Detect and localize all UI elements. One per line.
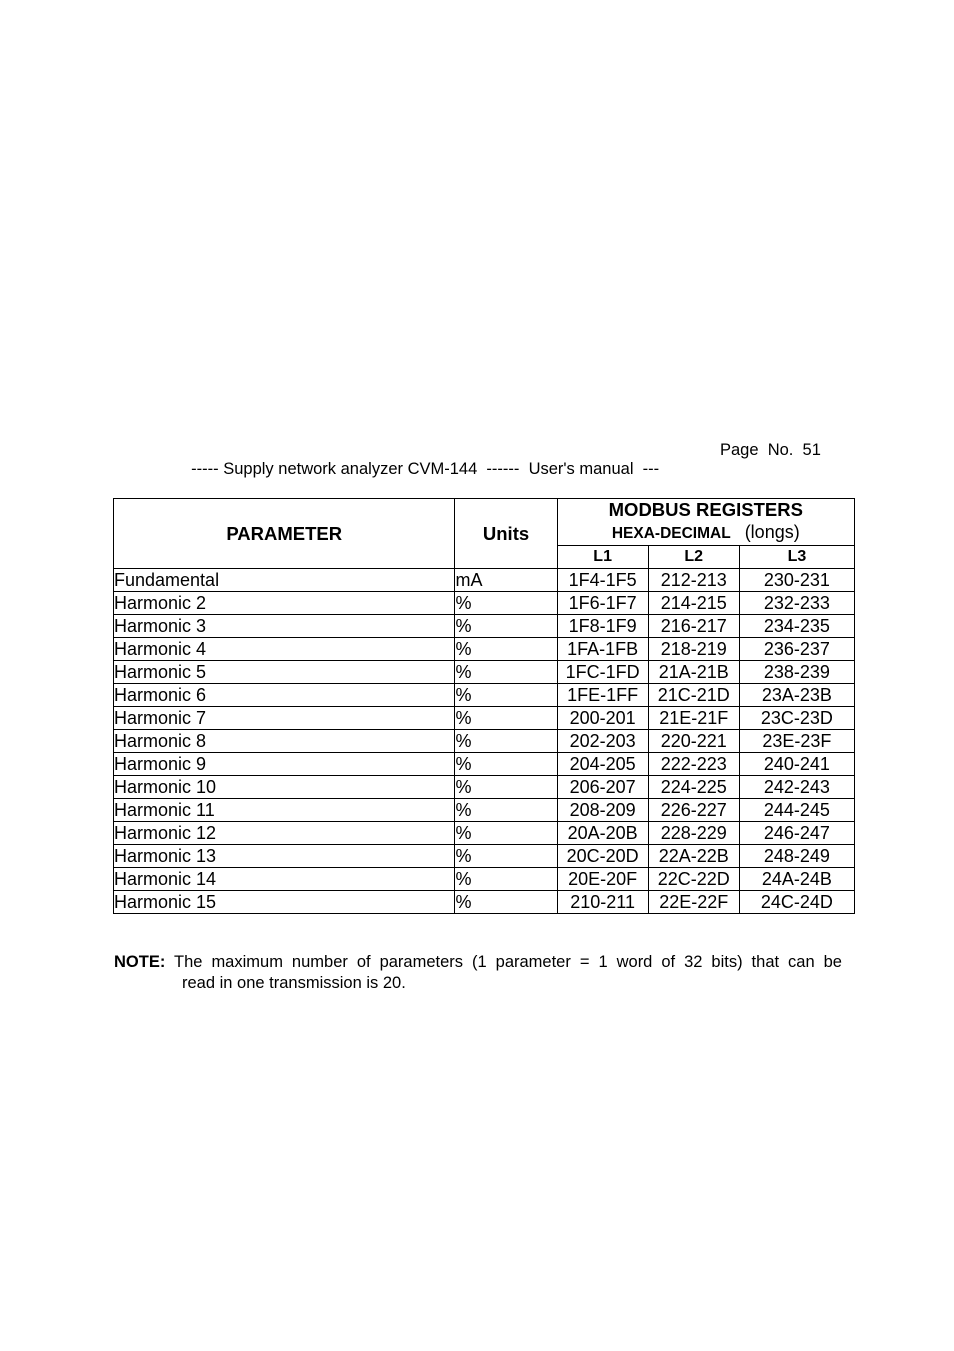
l3-register-cell: 23C-23D xyxy=(739,707,854,730)
l3-register-cell: 238-239 xyxy=(739,661,854,684)
modbus-register-table xyxy=(113,498,855,914)
parameter-column-header: PARAMETER xyxy=(114,499,455,569)
parameter-cell: Harmonic 6 xyxy=(114,684,455,707)
l2-register-cell: 228-229 xyxy=(648,822,739,845)
parameter-cell: Fundamental xyxy=(114,569,455,592)
page-header xyxy=(182,441,821,498)
table-row xyxy=(114,799,855,822)
parameter-cell: Harmonic 9 xyxy=(114,753,455,776)
page-number: Page No. 51 xyxy=(720,441,821,459)
l1-register-cell: 206-207 xyxy=(557,776,648,799)
table-row xyxy=(114,592,855,615)
parameter-cell: Harmonic 13 xyxy=(114,845,455,868)
table-row xyxy=(114,684,855,707)
l1-register-cell: 20A-20B xyxy=(557,822,648,845)
table-row xyxy=(114,707,855,730)
units-cell: mA xyxy=(455,569,557,592)
longs-label: (longs) xyxy=(744,522,800,542)
l2-register-cell: 22A-22B xyxy=(648,845,739,868)
note-label: NOTE: xyxy=(114,953,166,971)
note-paragraph xyxy=(114,952,842,994)
l3-register-cell: 23A-23B xyxy=(739,684,854,707)
l3-register-cell: 234-235 xyxy=(739,615,854,638)
l1-register-cell: 204-205 xyxy=(557,753,648,776)
l2-column-header: L2 xyxy=(648,546,739,569)
units-cell: % xyxy=(455,661,557,684)
l1-register-cell: 1F4-1F5 xyxy=(557,569,648,592)
modbus-registers-title: MODBUS REGISTERS xyxy=(608,499,803,520)
l2-register-cell: 218-219 xyxy=(648,638,739,661)
table-row xyxy=(114,638,855,661)
l3-register-cell: 230-231 xyxy=(739,569,854,592)
note-line-2: read in one transmission is 20. xyxy=(182,974,406,992)
units-cell: % xyxy=(455,845,557,868)
table-row xyxy=(114,845,855,868)
l2-register-cell: 222-223 xyxy=(648,753,739,776)
note-text-1: The maximum number of parameters (1 parameter = 1 word of 32 bits) that can be xyxy=(174,953,842,971)
l2-register-cell: 21A-21B xyxy=(648,661,739,684)
units-cell: % xyxy=(455,776,557,799)
l2-register-cell: 220-221 xyxy=(648,730,739,753)
parameter-cell: Harmonic 8 xyxy=(114,730,455,753)
l2-register-cell: 21C-21D xyxy=(648,684,739,707)
l2-register-cell: 212-213 xyxy=(648,569,739,592)
table-row xyxy=(114,753,855,776)
l1-register-cell: 1F6-1F7 xyxy=(557,592,648,615)
units-column-header: Units xyxy=(455,499,557,569)
l2-register-cell: 22C-22D xyxy=(648,868,739,891)
l3-register-cell: 240-241 xyxy=(739,753,854,776)
parameter-cell: Harmonic 12 xyxy=(114,822,455,845)
note-line-1 xyxy=(114,952,842,973)
l1-register-cell: 208-209 xyxy=(557,799,648,822)
l2-register-cell: 22E-22F xyxy=(648,891,739,914)
units-cell: % xyxy=(455,638,557,661)
l3-column-header: L3 xyxy=(739,546,854,569)
l3-register-cell: 248-249 xyxy=(739,845,854,868)
l1-register-cell: 202-203 xyxy=(557,730,648,753)
parameter-cell: Harmonic 7 xyxy=(114,707,455,730)
l1-register-cell: 1FA-1FB xyxy=(557,638,648,661)
l3-register-cell: 244-245 xyxy=(739,799,854,822)
table-header-row xyxy=(114,499,855,546)
l3-register-cell: 236-237 xyxy=(739,638,854,661)
modbus-registers-header xyxy=(557,499,854,546)
units-cell: % xyxy=(455,799,557,822)
l1-register-cell: 1FE-1FF xyxy=(557,684,648,707)
parameter-cell: Harmonic 2 xyxy=(114,592,455,615)
units-cell: % xyxy=(455,753,557,776)
l2-register-cell: 226-227 xyxy=(648,799,739,822)
units-cell: % xyxy=(455,868,557,891)
table-row xyxy=(114,776,855,799)
units-cell: % xyxy=(455,707,557,730)
l1-register-cell: 210-211 xyxy=(557,891,648,914)
parameter-cell: Harmonic 4 xyxy=(114,638,455,661)
units-cell: % xyxy=(455,730,557,753)
l2-register-cell: 214-215 xyxy=(648,592,739,615)
parameter-cell: Harmonic 3 xyxy=(114,615,455,638)
table-body xyxy=(114,569,855,914)
l3-register-cell: 232-233 xyxy=(739,592,854,615)
l3-register-cell: 24A-24B xyxy=(739,868,854,891)
l3-register-cell: 246-247 xyxy=(739,822,854,845)
parameter-cell: Harmonic 11 xyxy=(114,799,455,822)
parameter-cell: Harmonic 14 xyxy=(114,868,455,891)
units-cell: % xyxy=(455,592,557,615)
parameter-cell: Harmonic 10 xyxy=(114,776,455,799)
table-row xyxy=(114,822,855,845)
table-row xyxy=(114,868,855,891)
table-row xyxy=(114,569,855,592)
l1-register-cell: 20C-20D xyxy=(557,845,648,868)
table-row xyxy=(114,730,855,753)
table-row xyxy=(114,661,855,684)
units-cell: % xyxy=(455,822,557,845)
units-cell: % xyxy=(455,684,557,707)
parameter-cell: Harmonic 15 xyxy=(114,891,455,914)
l1-register-cell: 1F8-1F9 xyxy=(557,615,648,638)
l1-column-header: L1 xyxy=(557,546,648,569)
l1-register-cell: 200-201 xyxy=(557,707,648,730)
l2-register-cell: 224-225 xyxy=(648,776,739,799)
l2-register-cell: 21E-21F xyxy=(648,707,739,730)
l3-register-cell: 24C-24D xyxy=(739,891,854,914)
hexa-decimal-label: HEXA-DECIMAL xyxy=(611,525,731,542)
l1-register-cell: 1FC-1FD xyxy=(557,661,648,684)
table-row xyxy=(114,891,855,914)
l3-register-cell: 242-243 xyxy=(739,776,854,799)
units-cell: % xyxy=(455,891,557,914)
l2-register-cell: 216-217 xyxy=(648,615,739,638)
l1-register-cell: 20E-20F xyxy=(557,868,648,891)
units-cell: % xyxy=(455,615,557,638)
parameter-cell: Harmonic 5 xyxy=(114,661,455,684)
table-row xyxy=(114,615,855,638)
l3-register-cell: 23E-23F xyxy=(739,730,854,753)
header-title: ----- Supply network analyzer CVM-144 ------ User's manual --- xyxy=(191,460,660,478)
